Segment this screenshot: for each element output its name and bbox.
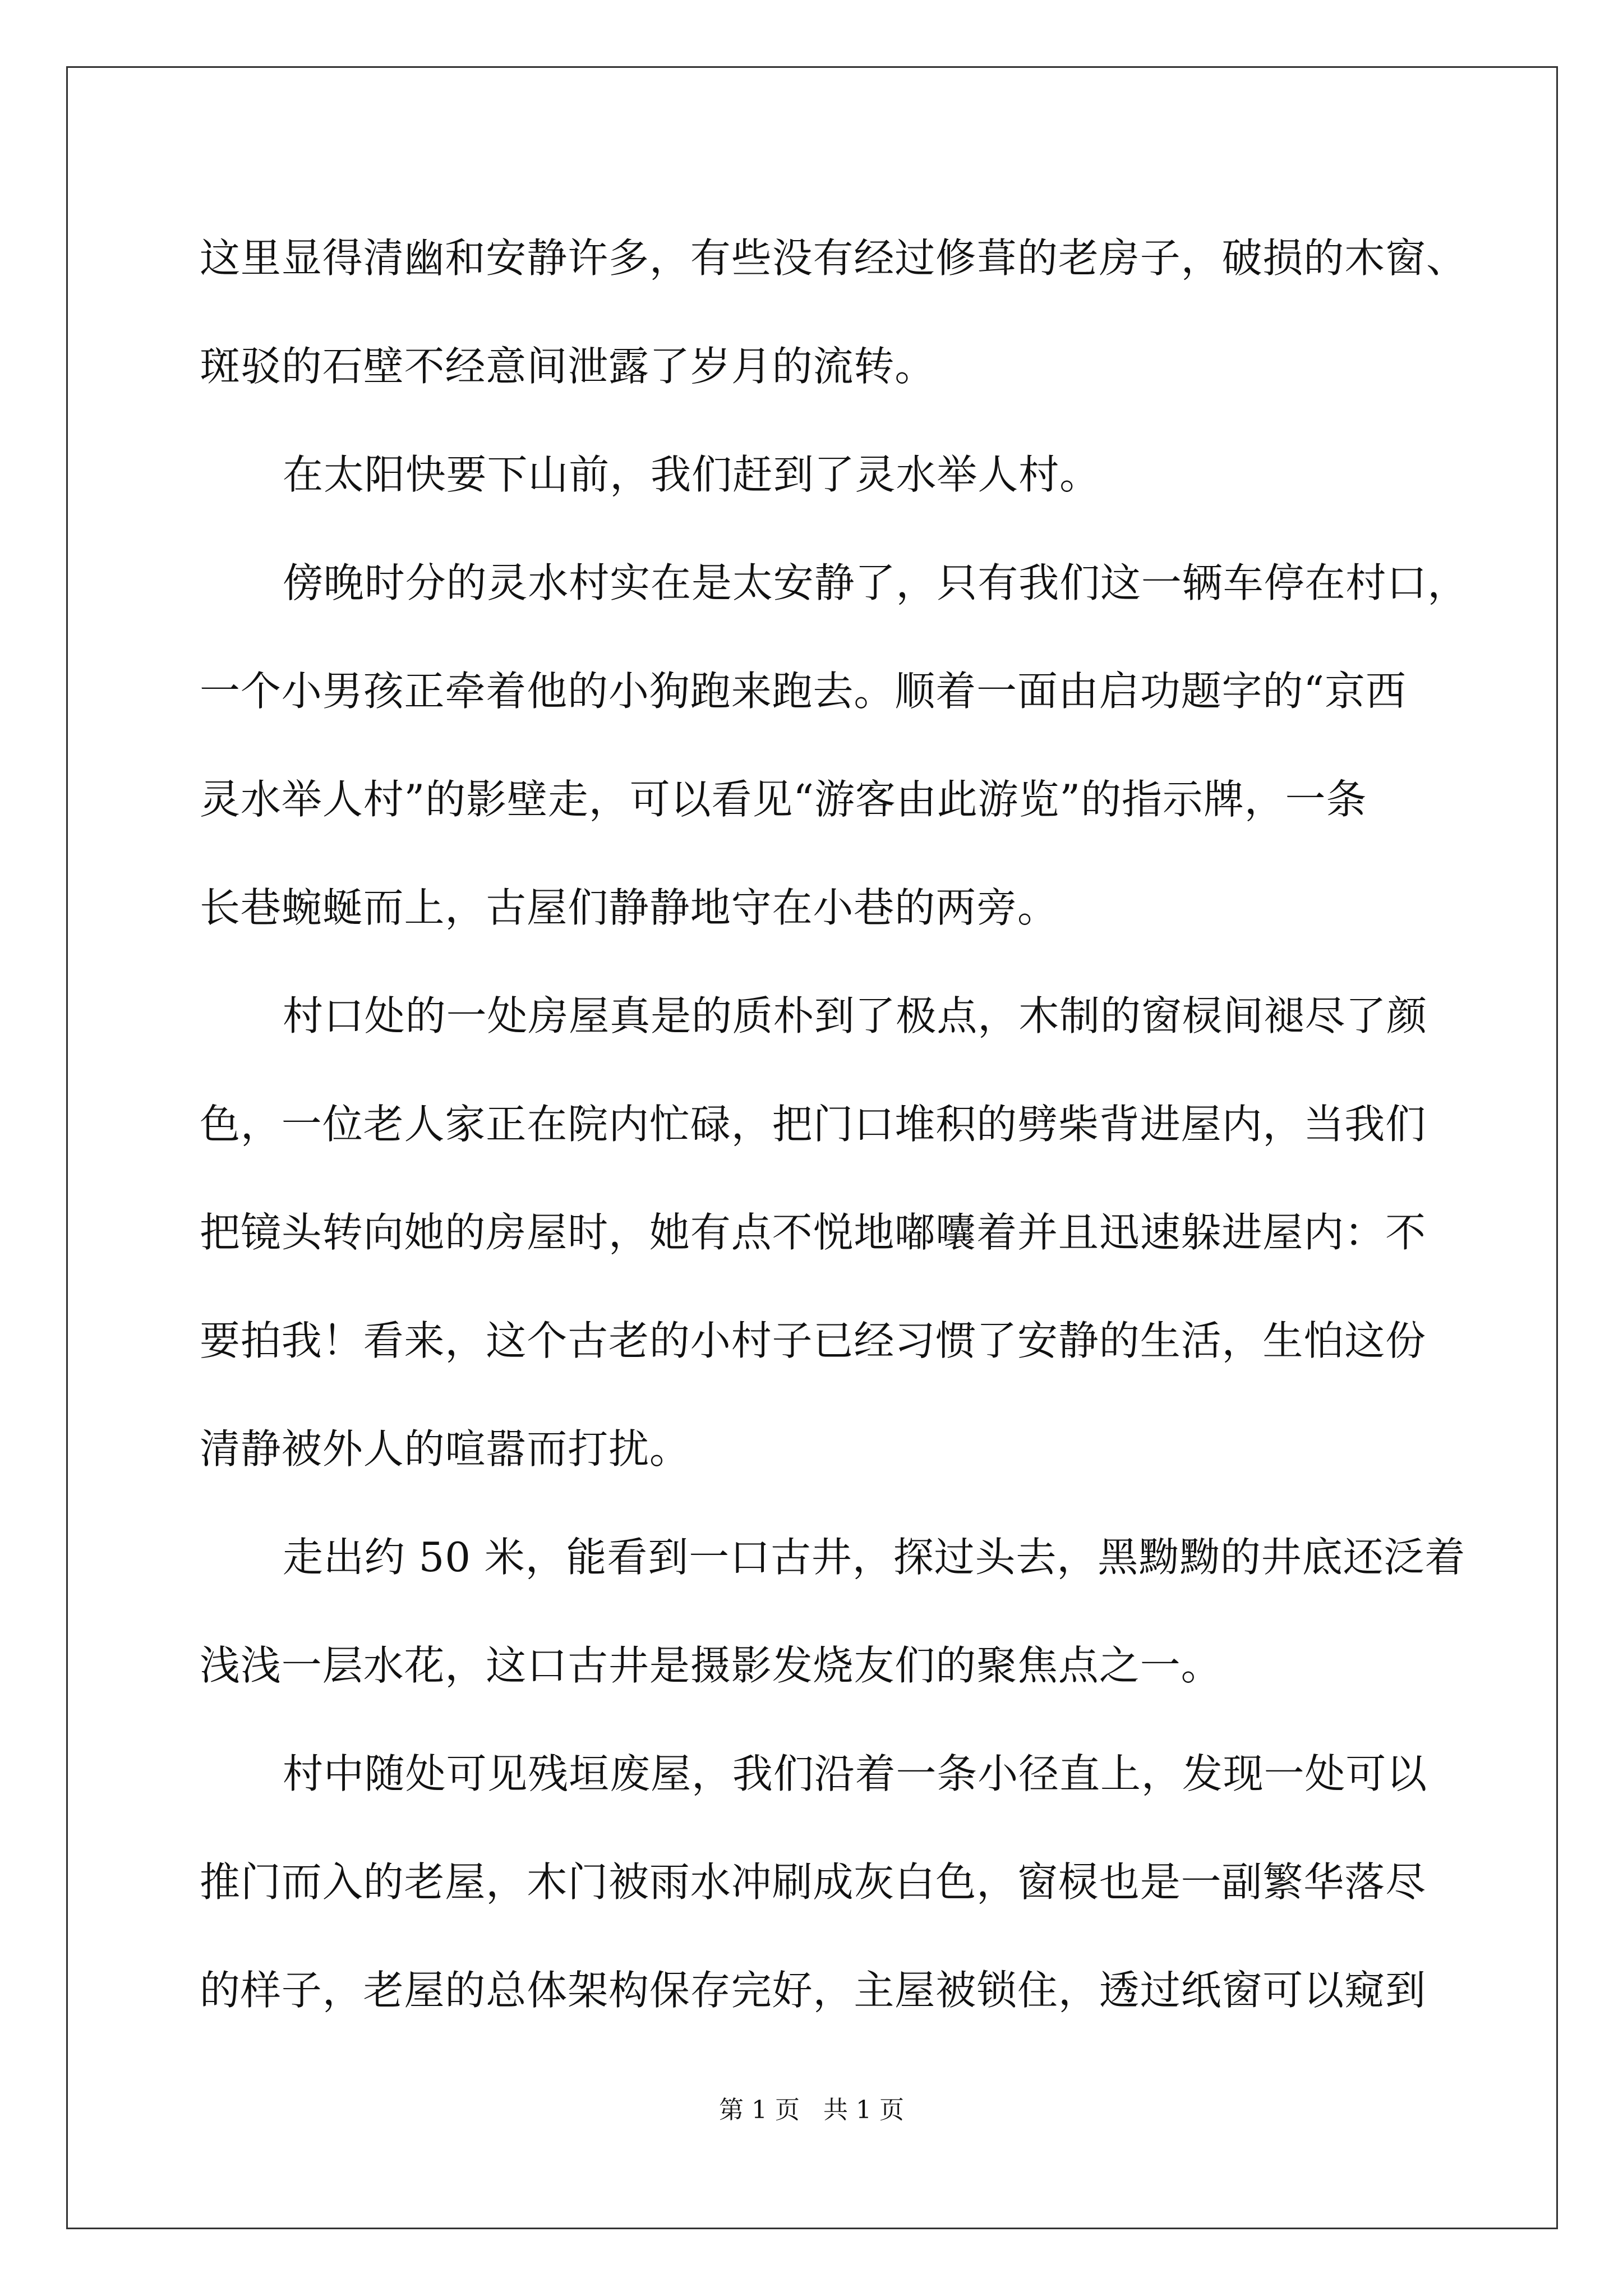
- paragraph-line: 把镜头转向她的房屋时，她有点不悦地嘟囔着并且迅速躲进屋内：不: [200, 1209, 1427, 1256]
- paragraph-line: 走出约 50 米，能看到一口古井，探过头去，黑黝黝的井底还泛着: [283, 1534, 1466, 1581]
- paragraph-line: 长巷蜿蜒而上，古屋们静静地守在小巷的两旁。: [200, 884, 1058, 931]
- paragraph-line: 在太阳快要下山前，我们赶到了灵水举人村。: [283, 451, 1101, 498]
- paragraph-line: 推门而入的老屋，木门被雨水冲刷成灰白色，窗棂也是一副繁华落尽: [200, 1858, 1427, 1906]
- paragraph-line: 的样子，老屋的总体架构保存完好，主屋被锁住，透过纸窗可以窥到: [200, 1967, 1427, 2014]
- page-footer: 第 1 页 共 1 页: [719, 2096, 904, 2124]
- paragraph-line: 一个小男孩正牵着他的小狗跑来跑去。顺着一面由启功题字的“京西: [200, 668, 1407, 715]
- paragraph-line: 这里显得清幽和安静许多，有些没有经过修葺的老房子，破损的木窗、: [200, 234, 1467, 282]
- document-body: [200, 204, 1469, 2045]
- paragraph-line: 要拍我！看来，这个古老的小村子已经习惯了安静的生活，生怕这份: [200, 1317, 1427, 1364]
- paragraph-line: 灵水举人村”的影壁走，可以看见“游客由此游览”的指示牌，一条: [200, 776, 1367, 823]
- paragraph-line: 清静被外人的喧嚣而打扰。: [200, 1425, 690, 1473]
- paragraph-line: 斑驳的石壁不经意间泄露了岁月的流转。: [200, 343, 936, 390]
- paragraph-line: 村口处的一处房屋真是的质朴到了极点，木制的窗棂间褪尽了颜: [283, 992, 1428, 1039]
- paragraph-line: 傍晚时分的灵水村实在是太安静了，只有我们这一辆车停在村口，: [283, 559, 1469, 606]
- paragraph-line: 色，一位老人家正在院内忙碌，把门口堆积的劈柴背进屋内，当我们: [200, 1101, 1427, 1148]
- paragraph-line: 村中随处可见残垣废屋，我们沿着一条小径直上，发现一处可以: [283, 1750, 1428, 1797]
- paragraph-line: 浅浅一层水花，这口古井是摄影发烧友们的聚焦点之一。: [200, 1642, 1222, 1689]
